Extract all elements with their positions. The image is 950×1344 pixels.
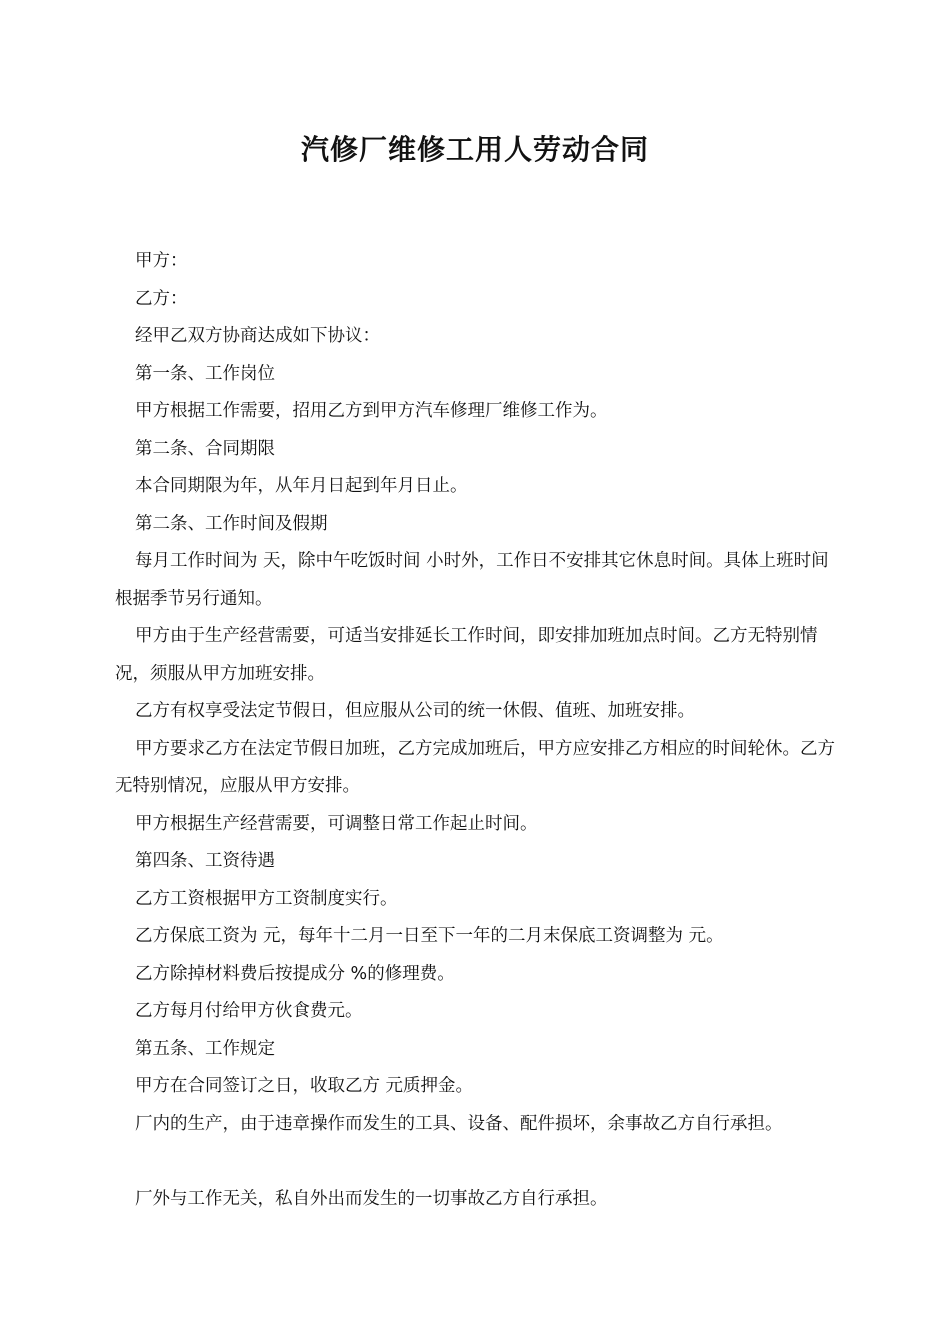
article-heading: 第二条、合同期限: [135, 438, 275, 459]
paragraph: 甲方在合同签订之日，收取乙方 元质押金。: [135, 1076, 474, 1096]
article-heading: 第四条、工资待遇: [135, 851, 275, 871]
agreement-intro: 经甲乙双方协商达成如下协议：: [135, 326, 380, 346]
paragraph: 乙方每月付给甲方伙食费元。: [135, 1001, 363, 1021]
party-a-line: 甲方：: [135, 251, 188, 271]
paragraph: 乙方除掉材料费后按提成分 %的修理费。: [135, 963, 455, 984]
paragraph: 甲方要求乙方在法定节假日加班，乙方完成加班后，甲方应安排乙方相应的时间轮休。乙方无特别情况，应服从甲方安排。: [115, 738, 835, 796]
paragraph: 厂外与工作无关，私自外出而发生的一切事故乙方自行承担。: [135, 1188, 608, 1209]
paragraph: 每月工作时间为 天，除中午吃饭时间 小时外，工作日不安排其它休息时间。具体上班时间根据季节另行通知。: [115, 551, 829, 609]
paragraph: 厂内的生产，由于违章操作而发生的工具、设备、配件损坏，余事故乙方自行承担。: [135, 1113, 783, 1134]
article-heading: 第二条、工作时间及假期: [135, 513, 328, 534]
paragraph: 甲方根据生产经营需要，可调整日常工作起止时间。: [135, 813, 538, 834]
document-body: [115, 243, 840, 1218]
paragraph: 乙方工资根据甲方工资制度实行。: [135, 888, 398, 909]
paragraph: 本合同期限为年，从年月日起到年月日止。: [135, 476, 468, 496]
paragraph: 乙方有权享受法定节假日，但应服从公司的统一休假、值班、加班安排。: [135, 701, 695, 721]
party-b-line: 乙方：: [135, 288, 188, 309]
paragraph: 甲方根据工作需要，招用乙方到甲方汽车修理厂维修工作为。: [135, 401, 608, 421]
document-title: 汽修厂维修工用人劳动合同: [300, 133, 649, 166]
paragraph: 乙方保底工资为 元，每年十二月一日至下一年的二月末保底工资调整为 元。: [135, 926, 724, 946]
article-heading: 第一条、工作岗位: [135, 363, 275, 384]
article-heading: 第五条、工作规定: [135, 1038, 275, 1059]
paragraph: 甲方由于生产经营需要，可适当安排延长工作时间，即安排加班加点时间。乙方无特别情况，须服从甲方加班安排。: [115, 626, 818, 684]
